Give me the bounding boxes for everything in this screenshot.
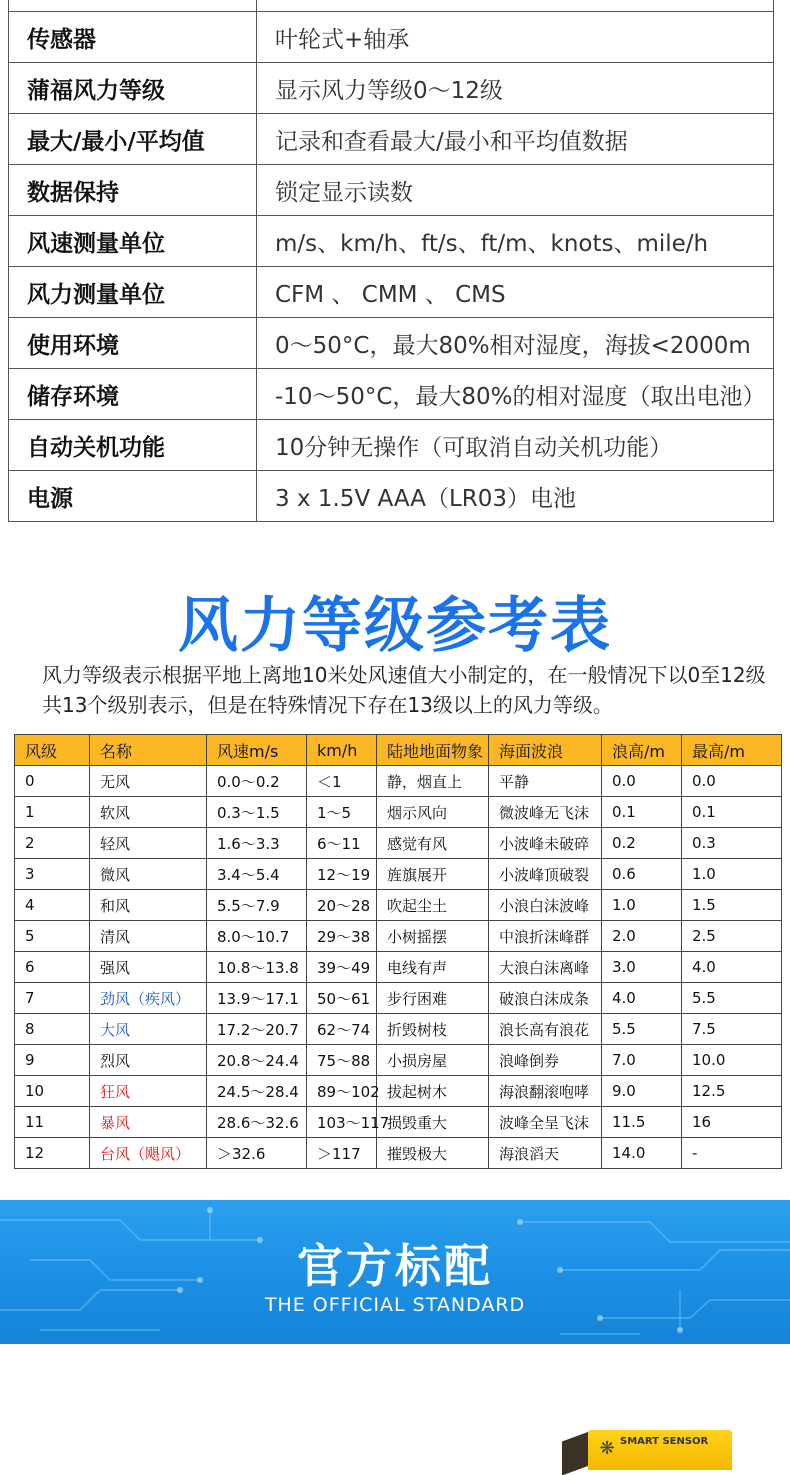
spec-row	[9, 0, 774, 12]
beaufort-cell: 50～61	[307, 983, 377, 1014]
beaufort-row	[15, 921, 782, 952]
beaufort-cell: 海浪翻滚咆哮	[489, 1076, 602, 1107]
spec-value: 0～50°C，最大80%相对湿度，海拔<2000m	[257, 318, 774, 369]
beaufort-cell: 强风	[90, 952, 207, 983]
beaufort-row	[15, 890, 782, 921]
beaufort-row	[15, 1076, 782, 1107]
beaufort-cell: 1～5	[307, 797, 377, 828]
beaufort-cell: 0.0～0.2	[207, 766, 307, 797]
beaufort-cell: 75～88	[307, 1045, 377, 1076]
beaufort-cell: 劲风（疾风）	[90, 983, 207, 1014]
beaufort-cell: 无风	[90, 766, 207, 797]
spec-row	[9, 420, 774, 471]
spec-row	[9, 471, 774, 522]
beaufort-table-body	[15, 766, 782, 1169]
beaufort-cell: 0.0	[602, 766, 682, 797]
spec-value: 锁定显示读数	[257, 165, 774, 216]
beaufort-cell: 3.0	[602, 952, 682, 983]
beaufort-row	[15, 1014, 782, 1045]
beaufort-cell: 10.0	[682, 1045, 782, 1076]
beaufort-cell: -	[682, 1138, 782, 1169]
beaufort-cell: 9	[15, 1045, 90, 1076]
beaufort-cell: 中浪折沫峰群	[489, 921, 602, 952]
beaufort-cell: 0.1	[602, 797, 682, 828]
beaufort-row	[15, 797, 782, 828]
spec-row	[9, 369, 774, 420]
beaufort-cell: 12～19	[307, 859, 377, 890]
beaufort-cell: ＜1	[307, 766, 377, 797]
beaufort-cell: 清风	[90, 921, 207, 952]
beaufort-header-cell: 海面波浪	[489, 735, 602, 766]
beaufort-cell: 0.3	[682, 828, 782, 859]
spec-key: 储存环境	[9, 369, 257, 420]
beaufort-cell: 2.5	[682, 921, 782, 952]
spec-value: 显示风力等级0～12级	[257, 63, 774, 114]
beaufort-header-cell: 风速m/s	[207, 735, 307, 766]
beaufort-table	[14, 734, 782, 1169]
beaufort-cell: 20～28	[307, 890, 377, 921]
beaufort-cell: 步行困难	[377, 983, 489, 1014]
beaufort-cell: 16	[682, 1107, 782, 1138]
beaufort-cell: 损毁重大	[377, 1107, 489, 1138]
spec-row	[9, 114, 774, 165]
beaufort-cell: 微波峰无飞沫	[489, 797, 602, 828]
beaufort-cell: 3	[15, 859, 90, 890]
beaufort-cell: 1	[15, 797, 90, 828]
beaufort-cell: 大风	[90, 1014, 207, 1045]
brand-logo-icon: ❋	[599, 1438, 615, 1459]
beaufort-cell: 9.0	[602, 1076, 682, 1107]
reference-title: 风力等级参考表	[178, 591, 612, 661]
spec-value: 叶轮式+轴承	[257, 12, 774, 63]
beaufort-cell: 4.0	[682, 952, 782, 983]
beaufort-cell: 89～102	[307, 1076, 377, 1107]
beaufort-cell: 2.0	[602, 921, 682, 952]
beaufort-header-cell: km/h	[307, 735, 377, 766]
spec-value: 3 x 1.5V AAA（LR03）电池	[257, 471, 774, 522]
beaufort-cell: 狂风	[90, 1076, 207, 1107]
beaufort-cell: 0.3～1.5	[207, 797, 307, 828]
beaufort-cell: 62～74	[307, 1014, 377, 1045]
beaufort-cell: 旌旗展开	[377, 859, 489, 890]
spec-value: m/s、km/h、ft/s、ft/m、knots、mile/h	[257, 216, 774, 267]
spec-row	[9, 216, 774, 267]
beaufort-cell: 12.5	[682, 1076, 782, 1107]
beaufort-cell: 2	[15, 828, 90, 859]
beaufort-row	[15, 1138, 782, 1169]
beaufort-cell: 1.0	[682, 859, 782, 890]
banner-subtitle: THE OFFICIAL STANDARD	[264, 1294, 526, 1316]
beaufort-row	[15, 766, 782, 797]
spec-key	[9, 0, 257, 12]
beaufort-cell: 14.0	[602, 1138, 682, 1169]
beaufort-row	[15, 952, 782, 983]
spec-table-body	[9, 0, 774, 522]
beaufort-header-cell: 名称	[90, 735, 207, 766]
product-brand-text: SMART SENSOR	[620, 1436, 709, 1447]
beaufort-cell: 29～38	[307, 921, 377, 952]
spec-value: -10～50°C，最大80%的相对湿度（取出电池）	[257, 369, 774, 420]
beaufort-cell: 17.2～20.7	[207, 1014, 307, 1045]
beaufort-cell: ＞117	[307, 1138, 377, 1169]
beaufort-cell: 3.4～5.4	[207, 859, 307, 890]
spec-key: 自动关机功能	[9, 420, 257, 471]
beaufort-cell: 0.1	[682, 797, 782, 828]
beaufort-cell: 11	[15, 1107, 90, 1138]
spec-row	[9, 12, 774, 63]
spec-key: 传感器	[9, 12, 257, 63]
beaufort-cell: 24.5～28.4	[207, 1076, 307, 1107]
beaufort-cell: 小树摇摆	[377, 921, 489, 952]
beaufort-cell: 电线有声	[377, 952, 489, 983]
beaufort-cell: 轻风	[90, 828, 207, 859]
beaufort-cell: 吹起尘土	[377, 890, 489, 921]
beaufort-cell: 7.5	[682, 1014, 782, 1045]
beaufort-cell: 小损房屋	[377, 1045, 489, 1076]
beaufort-cell: 小浪白沫波峰	[489, 890, 602, 921]
beaufort-cell: ＞32.6	[207, 1138, 307, 1169]
beaufort-cell: 5.5	[682, 983, 782, 1014]
beaufort-cell: 小波峰顶破裂	[489, 859, 602, 890]
official-standard-banner	[0, 1200, 790, 1344]
beaufort-cell: 7.0	[602, 1045, 682, 1076]
beaufort-cell: 28.6～32.6	[207, 1107, 307, 1138]
beaufort-cell: 0.0	[682, 766, 782, 797]
beaufort-cell: 6～11	[307, 828, 377, 859]
beaufort-cell: 浪长高有浪花	[489, 1014, 602, 1045]
spec-key: 风力测量单位	[9, 267, 257, 318]
beaufort-cell: 39～49	[307, 952, 377, 983]
product-box-image	[562, 1424, 732, 1464]
beaufort-cell: 5.5～7.9	[207, 890, 307, 921]
beaufort-row	[15, 1107, 782, 1138]
beaufort-row	[15, 859, 782, 890]
spec-value: 记录和查看最大/最小和平均值数据	[257, 114, 774, 165]
beaufort-cell: 1.6～3.3	[207, 828, 307, 859]
beaufort-header-row	[15, 735, 782, 766]
beaufort-cell: 平静	[489, 766, 602, 797]
beaufort-cell: 静，烟直上	[377, 766, 489, 797]
spec-table	[8, 0, 774, 522]
beaufort-cell: 10	[15, 1076, 90, 1107]
beaufort-cell: 感觉有风	[377, 828, 489, 859]
spec-row	[9, 63, 774, 114]
beaufort-cell: 20.8～24.4	[207, 1045, 307, 1076]
beaufort-cell: 大浪白沫离峰	[489, 952, 602, 983]
spec-value	[257, 0, 774, 12]
beaufort-cell: 11.5	[602, 1107, 682, 1138]
beaufort-cell: 软风	[90, 797, 207, 828]
beaufort-cell: 和风	[90, 890, 207, 921]
beaufort-cell: 浪峰倒券	[489, 1045, 602, 1076]
beaufort-cell: 7	[15, 983, 90, 1014]
spec-value: 10分钟无操作（可取消自动关机功能）	[257, 420, 774, 471]
beaufort-cell: 4	[15, 890, 90, 921]
beaufort-cell: 烟示风向	[377, 797, 489, 828]
beaufort-cell: 13.9～17.1	[207, 983, 307, 1014]
beaufort-row	[15, 983, 782, 1014]
spec-row	[9, 318, 774, 369]
beaufort-cell: 8	[15, 1014, 90, 1045]
beaufort-cell: 台风（飓风）	[90, 1138, 207, 1169]
spec-key: 最大/最小/平均值	[9, 114, 257, 165]
beaufort-header-cell: 陆地地面物象	[377, 735, 489, 766]
beaufort-cell: 折毁树枝	[377, 1014, 489, 1045]
spec-key: 电源	[9, 471, 257, 522]
beaufort-cell: 0	[15, 766, 90, 797]
beaufort-header-cell: 浪高/m	[602, 735, 682, 766]
beaufort-cell: 小波峰未破碎	[489, 828, 602, 859]
beaufort-header-cell: 最高/m	[682, 735, 782, 766]
spec-value: CFM 、 CMM 、 CMS	[257, 267, 774, 318]
beaufort-cell: 5	[15, 921, 90, 952]
beaufort-row	[15, 828, 782, 859]
beaufort-header-cell: 风级	[15, 735, 90, 766]
beaufort-cell: 海浪滔天	[489, 1138, 602, 1169]
beaufort-cell: 暴风	[90, 1107, 207, 1138]
beaufort-cell: 12	[15, 1138, 90, 1169]
beaufort-cell: 摧毁极大	[377, 1138, 489, 1169]
beaufort-cell: 103～117	[307, 1107, 377, 1138]
beaufort-cell: 0.2	[602, 828, 682, 859]
beaufort-cell: 1.5	[682, 890, 782, 921]
beaufort-cell: 波峰全呈飞沫	[489, 1107, 602, 1138]
spec-key: 使用环境	[9, 318, 257, 369]
beaufort-cell: 破浪白沫成条	[489, 983, 602, 1014]
beaufort-row	[15, 1045, 782, 1076]
spec-key: 数据保持	[9, 165, 257, 216]
beaufort-cell: 8.0～10.7	[207, 921, 307, 952]
beaufort-cell: 0.6	[602, 859, 682, 890]
beaufort-cell: 4.0	[602, 983, 682, 1014]
reference-description: 风力等级表示根据平地上离地10米处风速值大小制定的，在一般情况下以0至12级共13个级别表示，但是在特殊情况下存在13级以上的风力等级。	[42, 663, 766, 717]
spec-row	[9, 165, 774, 216]
beaufort-cell: 微风	[90, 859, 207, 890]
beaufort-cell: 10.8～13.8	[207, 952, 307, 983]
beaufort-cell: 烈风	[90, 1045, 207, 1076]
spec-key: 蒲福风力等级	[9, 63, 257, 114]
banner-title: 官方标配	[297, 1239, 493, 1293]
spec-key: 风速测量单位	[9, 216, 257, 267]
spec-row	[9, 267, 774, 318]
beaufort-cell: 5.5	[602, 1014, 682, 1045]
beaufort-cell: 拔起树木	[377, 1076, 489, 1107]
beaufort-cell: 6	[15, 952, 90, 983]
beaufort-cell: 1.0	[602, 890, 682, 921]
